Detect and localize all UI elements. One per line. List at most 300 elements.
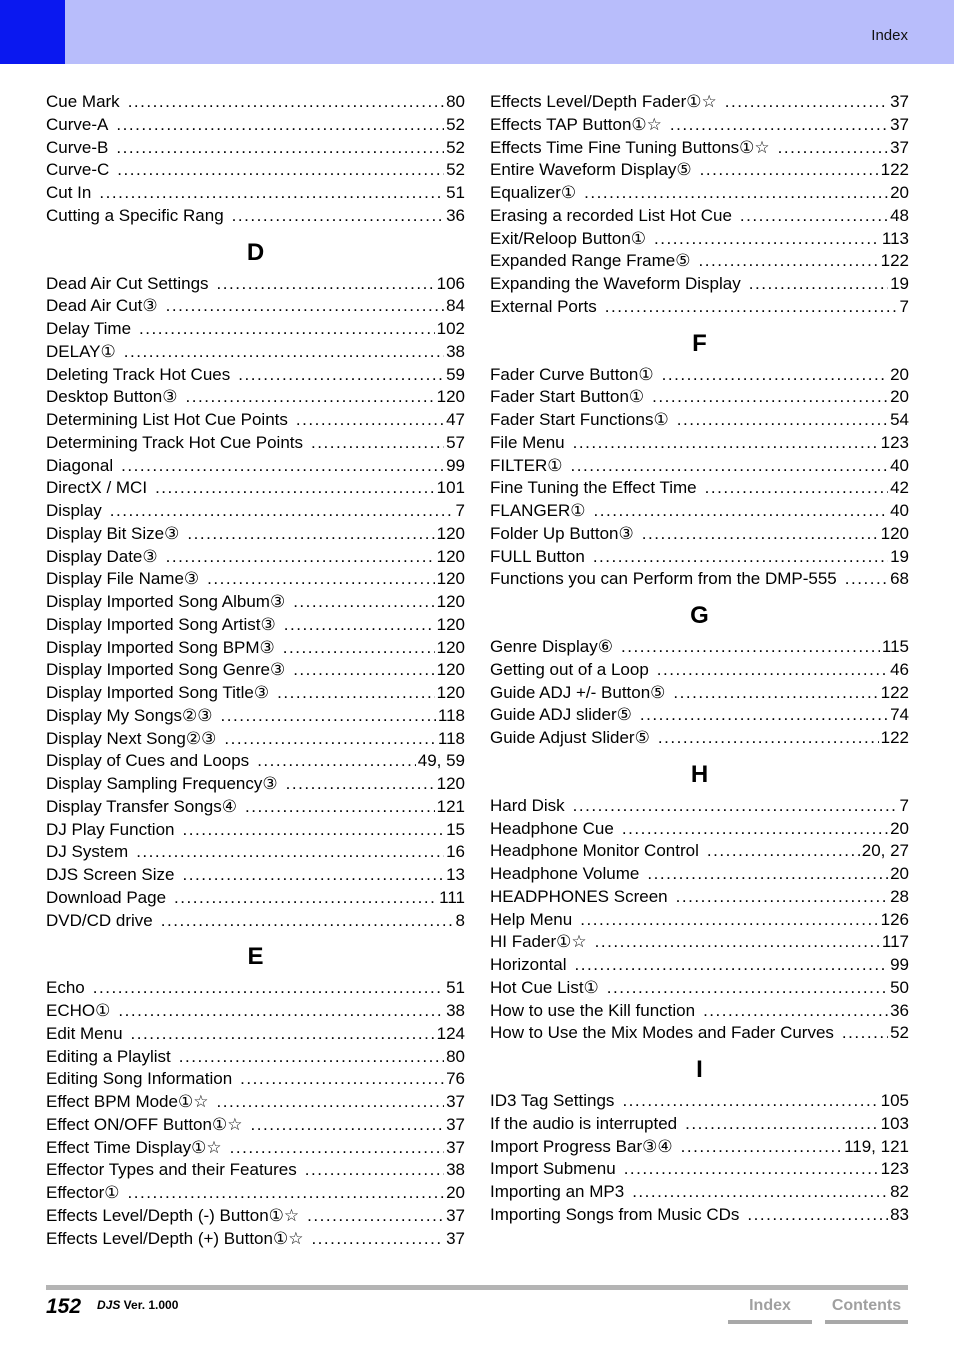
dot-leader — [305, 1159, 444, 1182]
index-term: Headphone Volume — [490, 864, 640, 883]
index-page-ref[interactable]: 40 — [890, 501, 909, 520]
index-entry[interactable] — [490, 182, 909, 205]
index-page-ref[interactable]: 42 — [890, 478, 909, 498]
dot-leader — [232, 205, 444, 228]
index-page-ref[interactable]: 118 — [437, 728, 465, 748]
index-entry[interactable] — [46, 750, 465, 773]
index-page-ref[interactable]: 59 — [446, 364, 465, 384]
index-term: Erasing a recorded List Hot Cue — [490, 205, 732, 225]
index-entry[interactable] — [46, 614, 465, 637]
index-term: FILTER① — [490, 455, 563, 475]
section-letter: F — [692, 329, 707, 357]
index-page-ref[interactable]: 120 — [436, 546, 465, 566]
index-term: HEADPHONES Screen — [490, 886, 668, 906]
index-entry[interactable] — [46, 1182, 465, 1205]
index-entry[interactable] — [490, 228, 909, 251]
index-entry[interactable] — [490, 500, 909, 523]
index-entry[interactable] — [490, 659, 909, 682]
index-entry[interactable] — [46, 523, 465, 546]
index-page-ref[interactable]: 20 — [890, 387, 909, 407]
index-entry[interactable] — [46, 341, 465, 364]
index-entry[interactable] — [490, 1022, 909, 1045]
index-term: HI Fader①☆ — [490, 932, 587, 952]
index-page-ref[interactable]: 122 — [880, 160, 909, 180]
index-entry[interactable] — [46, 705, 465, 728]
index-term: DVD/CD drive — [46, 910, 153, 930]
index-page-ref[interactable]: 46 — [890, 659, 909, 679]
dot-leader — [740, 205, 888, 228]
dot-leader — [662, 364, 888, 387]
section-letter: G — [690, 602, 709, 629]
index-page-ref[interactable]: 37 — [446, 1092, 465, 1111]
index-page-ref[interactable]: 20, 27 — [861, 841, 909, 861]
index-page-ref[interactable]: 51 — [446, 183, 465, 202]
index-entry[interactable] — [46, 91, 465, 114]
dot-leader — [230, 1137, 444, 1160]
dot-leader — [99, 182, 444, 205]
index-entry[interactable] — [46, 864, 465, 887]
index-term: Effect Time Display①☆ — [46, 1137, 222, 1157]
index-page-ref[interactable]: 36 — [890, 1000, 909, 1020]
index-page-ref[interactable]: 49, 59 — [417, 751, 465, 771]
index-term: Curve-B — [46, 137, 109, 157]
index-page-ref[interactable]: 36 — [446, 205, 465, 225]
index-entry[interactable] — [490, 432, 909, 455]
index-entry[interactable] — [46, 1091, 465, 1114]
dot-leader — [677, 409, 888, 432]
dot-leader — [296, 409, 444, 432]
dot-leader — [221, 705, 436, 728]
index-term: Dead Air Cut③ — [46, 296, 158, 316]
index-page-ref[interactable]: 37 — [446, 1228, 465, 1248]
index-entry[interactable] — [490, 546, 909, 569]
dot-leader — [116, 114, 444, 137]
index-entry[interactable] — [46, 796, 465, 819]
index-column-right — [490, 91, 909, 1227]
dot-leader — [725, 91, 888, 114]
dot-leader — [573, 432, 879, 455]
index-page-ref[interactable]: 68 — [890, 569, 909, 589]
dot-leader — [747, 1204, 888, 1227]
index-entry[interactable] — [490, 455, 909, 478]
index-entry[interactable] — [490, 568, 909, 591]
index-entry[interactable] — [490, 273, 909, 296]
index-term: Hard Disk — [490, 795, 565, 815]
index-page-ref[interactable]: 76 — [446, 1069, 465, 1089]
index-term: Cutting a Specific Rang — [46, 205, 224, 225]
index-page-ref[interactable]: 122 — [880, 682, 909, 702]
dot-leader — [654, 228, 880, 251]
dot-leader — [293, 591, 434, 614]
section-letter: E — [247, 943, 264, 971]
index-entry[interactable] — [490, 931, 909, 954]
index-page-ref[interactable]: 124 — [436, 1023, 465, 1043]
index-page-ref[interactable]: 20 — [890, 364, 909, 384]
index-page-ref[interactable]: 103 — [880, 1113, 909, 1133]
index-entry[interactable] — [46, 137, 465, 160]
dot-leader — [707, 840, 860, 863]
index-term: ID3 Tag Settings — [490, 1091, 615, 1110]
index-page-ref[interactable]: 37 — [446, 1114, 465, 1134]
dot-leader — [622, 1090, 878, 1113]
index-entry[interactable] — [490, 364, 909, 387]
dot-leader — [703, 1000, 888, 1023]
dot-leader — [217, 273, 435, 296]
index-page-ref[interactable]: 37 — [890, 137, 909, 157]
dot-leader — [183, 864, 445, 887]
index-entry[interactable] — [46, 500, 465, 523]
index-page-ref[interactable]: 37 — [446, 1137, 465, 1157]
index-entry[interactable] — [46, 659, 465, 682]
index-term: How to Use the Mix Modes and Fader Curves — [490, 1023, 834, 1043]
index-entry[interactable] — [46, 773, 465, 796]
index-entry[interactable] — [46, 568, 465, 591]
index-term: Functions you can Perform from the DMP-555 — [490, 569, 837, 589]
index-entry[interactable] — [46, 1000, 465, 1023]
index-entry[interactable] — [46, 1023, 465, 1046]
dot-leader — [621, 636, 880, 659]
index-page-ref[interactable]: 118 — [437, 705, 465, 725]
index-term: Headphone Cue — [490, 818, 614, 838]
index-page-ref[interactable]: 83 — [890, 1204, 909, 1224]
index-page-ref[interactable]: 101 — [436, 478, 465, 498]
index-page-ref[interactable]: 122 — [880, 251, 909, 271]
index-term: Importing an MP3 — [490, 1182, 625, 1201]
index-page-ref[interactable]: 119, 121 — [844, 1136, 909, 1156]
dot-leader — [207, 568, 434, 591]
index-entry[interactable] — [490, 91, 909, 114]
index-page-ref[interactable]: 7 — [455, 501, 465, 520]
dot-leader — [183, 819, 445, 842]
index-page-ref[interactable]: 111 — [439, 887, 465, 907]
index-page-ref[interactable]: 51 — [446, 978, 465, 998]
dot-leader — [238, 364, 444, 387]
index-term: Display of Cues and Loops — [46, 751, 250, 771]
index-term: Fader Curve Button① — [490, 364, 654, 384]
index-entry[interactable] — [490, 1000, 909, 1023]
dot-leader — [283, 637, 435, 660]
index-term: Expanding the Waveform Display — [490, 274, 741, 293]
dot-leader — [185, 386, 434, 409]
contents-nav-button[interactable]: Contents — [825, 1293, 908, 1324]
index-term: Expanded Range Frame⑤ — [490, 251, 691, 271]
index-page-ref[interactable]: 115 — [881, 637, 909, 656]
index-entry[interactable] — [46, 409, 465, 432]
index-entry[interactable] — [490, 636, 909, 659]
index-page-ref[interactable]: 120 — [436, 569, 465, 589]
index-page-ref[interactable]: 80 — [446, 1046, 465, 1066]
index-page-ref[interactable]: 38 — [446, 1160, 465, 1180]
index-term: Entire Waveform Display⑤ — [490, 160, 692, 180]
index-page-ref[interactable]: 13 — [446, 865, 465, 884]
index-entry[interactable] — [490, 477, 909, 500]
index-entry[interactable] — [490, 704, 909, 727]
index-page-ref[interactable]: 52 — [446, 160, 465, 180]
index-page-ref[interactable]: 106 — [436, 273, 465, 293]
index-page-ref[interactable]: 74 — [890, 705, 909, 725]
index-entry[interactable] — [490, 1090, 909, 1113]
dot-leader — [640, 704, 888, 727]
dot-leader — [293, 659, 434, 682]
index-entry[interactable] — [46, 977, 465, 1000]
index-entry[interactable] — [46, 432, 465, 455]
index-page-ref[interactable]: 122 — [880, 728, 909, 747]
index-entry[interactable] — [490, 840, 909, 863]
index-page-ref[interactable]: 20 — [890, 864, 909, 883]
index-page-ref[interactable]: 113 — [881, 228, 909, 248]
index-page-ref[interactable]: 84 — [446, 296, 465, 316]
index-entry[interactable] — [46, 1114, 465, 1137]
index-entry[interactable] — [46, 728, 465, 751]
dot-leader — [705, 477, 888, 500]
index-term: Exit/Reloop Button① — [490, 228, 647, 248]
index-page-ref[interactable]: 120 — [436, 683, 465, 702]
index-term: Importing Songs from Music CDs — [490, 1204, 740, 1224]
index-page-ref[interactable]: 123 — [880, 432, 909, 452]
index-term: Import Progress Bar③④ — [490, 1136, 673, 1156]
dot-leader — [593, 546, 888, 569]
index-term: Display Bit Size③ — [46, 523, 180, 543]
index-entry[interactable] — [490, 386, 909, 409]
dot-leader — [622, 818, 888, 841]
index-page-ref[interactable]: 121 — [436, 796, 465, 816]
index-entry[interactable] — [490, 795, 909, 818]
index-page-ref[interactable]: 120 — [436, 387, 465, 407]
dot-leader — [647, 863, 888, 886]
dot-leader — [139, 318, 435, 341]
index-page-ref[interactable]: 37 — [890, 114, 909, 134]
index-entry[interactable] — [46, 205, 465, 228]
index-entry[interactable] — [46, 1046, 465, 1069]
index-entry[interactable] — [490, 818, 909, 841]
index-entry[interactable] — [490, 1158, 909, 1181]
index-entry[interactable] — [490, 886, 909, 909]
page-number: 152 — [46, 1295, 82, 1318]
index-entry[interactable] — [46, 591, 465, 614]
index-term: Fader Start Button① — [490, 387, 645, 407]
index-page-ref[interactable]: 16 — [446, 842, 465, 862]
index-term: ECHO① — [46, 1001, 111, 1020]
index-term: Genre Display⑥ — [490, 637, 613, 656]
index-term: Cut In — [46, 183, 92, 202]
index-page-ref[interactable]: 120 — [436, 660, 465, 680]
dot-leader — [698, 250, 878, 273]
index-page-ref[interactable]: 38 — [446, 341, 465, 361]
header-bar — [0, 0, 954, 64]
index-page-ref[interactable]: 7 — [899, 795, 909, 815]
index-page-ref[interactable]: 20 — [446, 1183, 465, 1202]
dot-leader — [240, 1068, 444, 1091]
index-page-ref[interactable]: 105 — [880, 1091, 909, 1110]
dot-leader — [307, 1205, 444, 1228]
index-entry[interactable] — [490, 909, 909, 932]
index-entry[interactable] — [490, 682, 909, 705]
index-page-ref[interactable]: 47 — [446, 410, 465, 429]
index-term: Cue Mark — [46, 92, 120, 111]
dot-leader — [700, 159, 879, 182]
index-entry[interactable] — [46, 682, 465, 705]
index-entry[interactable] — [490, 205, 909, 228]
index-entry[interactable] — [490, 863, 909, 886]
index-entry[interactable] — [490, 409, 909, 432]
dot-leader — [187, 523, 434, 546]
index-page-ref[interactable]: 102 — [436, 319, 465, 338]
index-entry[interactable] — [46, 159, 465, 182]
index-term: Display Sampling Frequency③ — [46, 774, 278, 793]
index-page-ref[interactable]: 40 — [890, 455, 909, 475]
index-page-ref[interactable]: 99 — [890, 955, 909, 974]
index-entry[interactable] — [46, 182, 465, 205]
index-page-ref[interactable]: 37 — [890, 92, 909, 111]
dot-leader — [607, 977, 888, 1000]
index-entry[interactable] — [490, 1181, 909, 1204]
dot-leader — [179, 1046, 444, 1069]
index-page-ref[interactable]: 52 — [890, 1023, 909, 1043]
index-page-ref[interactable]: 8 — [455, 910, 465, 930]
index-term: Edit Menu — [46, 1023, 123, 1043]
index-page-ref[interactable]: 120 — [436, 614, 465, 634]
index-page-ref[interactable]: 15 — [446, 819, 465, 839]
index-page-ref[interactable]: 20 — [890, 183, 909, 202]
index-page-ref[interactable]: 7 — [899, 296, 909, 316]
index-entry[interactable] — [46, 1068, 465, 1091]
index-entry[interactable] — [46, 114, 465, 137]
index-entry[interactable] — [46, 637, 465, 660]
index-entry[interactable] — [490, 159, 909, 182]
index-entry[interactable] — [46, 1205, 465, 1228]
index-entry[interactable] — [490, 954, 909, 977]
index-page-ref[interactable]: 38 — [446, 1001, 465, 1020]
index-page-ref[interactable]: 28 — [890, 886, 909, 906]
index-term: Import Submenu — [490, 1159, 616, 1179]
dot-leader — [658, 727, 879, 750]
index-entry[interactable] — [490, 137, 909, 160]
index-page-ref[interactable]: 80 — [446, 92, 465, 111]
index-term: Display — [46, 501, 102, 520]
footer-divider — [46, 1285, 908, 1290]
index-page-ref[interactable]: 120 — [436, 523, 465, 543]
index-entry[interactable] — [490, 523, 909, 546]
dot-leader — [93, 977, 444, 1000]
index-page-ref[interactable]: 120 — [436, 774, 465, 793]
index-page-ref[interactable]: 54 — [890, 410, 909, 429]
index-page-ref[interactable]: 19 — [890, 546, 909, 566]
index-entry[interactable] — [490, 1204, 909, 1227]
dot-leader — [749, 273, 888, 296]
index-page-ref[interactable]: 82 — [890, 1182, 909, 1201]
header-color-block — [0, 0, 65, 64]
dot-leader — [277, 682, 435, 705]
index-entry[interactable] — [46, 273, 465, 296]
dot-leader — [652, 386, 888, 409]
index-term: Headphone Monitor Control — [490, 841, 699, 861]
index-entry[interactable] — [46, 477, 465, 500]
index-page-ref[interactable]: 50 — [890, 977, 909, 997]
index-entry[interactable] — [490, 114, 909, 137]
index-entry[interactable] — [46, 819, 465, 842]
index-term: Curve-A — [46, 114, 109, 134]
dot-leader — [128, 1182, 445, 1205]
index-term: Fine Tuning the Effect Time — [490, 478, 697, 498]
dot-leader — [257, 750, 416, 773]
index-page-ref[interactable]: 52 — [446, 114, 465, 134]
index-page-ref[interactable]: 120 — [436, 592, 465, 611]
index-entry[interactable] — [490, 727, 909, 750]
dot-leader — [573, 795, 898, 818]
dot-leader — [845, 568, 888, 591]
index-page-ref[interactable]: 126 — [880, 909, 909, 929]
index-entry[interactable] — [46, 546, 465, 569]
index-term: Effects Level/Depth (-) Button①☆ — [46, 1205, 300, 1225]
index-entry[interactable] — [46, 1159, 465, 1182]
index-term: Desktop Button③ — [46, 387, 178, 407]
dot-leader — [311, 1228, 444, 1251]
dot-leader — [284, 614, 435, 637]
index-term: Effect ON/OFF Button①☆ — [46, 1114, 243, 1134]
dot-leader — [110, 500, 454, 523]
index-term: Guide ADJ slider⑤ — [490, 705, 632, 725]
dot-leader — [571, 455, 889, 478]
index-page-ref[interactable]: 37 — [446, 1205, 465, 1225]
index-page-ref[interactable]: 117 — [881, 932, 909, 952]
index-entry[interactable] — [490, 1113, 909, 1136]
index-entry[interactable] — [46, 887, 465, 910]
dot-leader — [595, 931, 880, 954]
version-label — [97, 1298, 178, 1312]
index-term: Display Imported Song Title③ — [46, 683, 270, 702]
index-page-ref[interactable]: 123 — [880, 1159, 909, 1179]
index-entry[interactable] — [46, 364, 465, 387]
index-entry[interactable] — [46, 318, 465, 341]
index-page-ref[interactable]: 52 — [446, 137, 465, 157]
index-entry[interactable] — [46, 841, 465, 864]
index-term: DirectX / MCI — [46, 478, 148, 498]
index-entry[interactable] — [46, 1228, 465, 1251]
index-entry[interactable] — [490, 1136, 909, 1159]
index-entry[interactable] — [46, 455, 465, 478]
index-page-ref[interactable]: 120 — [436, 637, 465, 657]
index-term: Display Imported Song Album③ — [46, 592, 286, 611]
index-nav-button[interactable]: Index — [728, 1293, 812, 1324]
version-text: Ver. 1.000 — [120, 1298, 179, 1312]
index-term: Effects Time Fine Tuning Buttons①☆ — [490, 137, 770, 157]
index-entry[interactable] — [46, 295, 465, 318]
index-term: Echo — [46, 978, 85, 998]
index-entry[interactable] — [490, 250, 909, 273]
section-letter: I — [696, 1056, 703, 1083]
index-entry[interactable] — [46, 386, 465, 409]
index-term: Equalizer① — [490, 183, 577, 202]
dot-leader — [224, 728, 436, 751]
index-page-ref[interactable]: 57 — [446, 432, 465, 452]
index-entry[interactable] — [490, 296, 909, 319]
index-page-ref[interactable]: 99 — [446, 455, 465, 475]
index-entry[interactable] — [46, 910, 465, 933]
index-entry[interactable] — [490, 977, 909, 1000]
index-term: Folder Up Button③ — [490, 523, 634, 543]
index-page-ref[interactable]: 20 — [890, 818, 909, 838]
index-term: FLANGER① — [490, 501, 586, 520]
dot-leader — [128, 91, 444, 114]
dot-leader — [174, 887, 437, 910]
index-term: Editing a Playlist — [46, 1046, 171, 1066]
index-term: Delay Time — [46, 319, 132, 338]
index-page-ref[interactable]: 120 — [880, 523, 909, 543]
index-page-ref[interactable]: 19 — [890, 274, 909, 293]
index-entry[interactable] — [46, 1137, 465, 1160]
index-page-ref[interactable]: 48 — [890, 205, 909, 225]
dot-leader — [245, 796, 435, 819]
